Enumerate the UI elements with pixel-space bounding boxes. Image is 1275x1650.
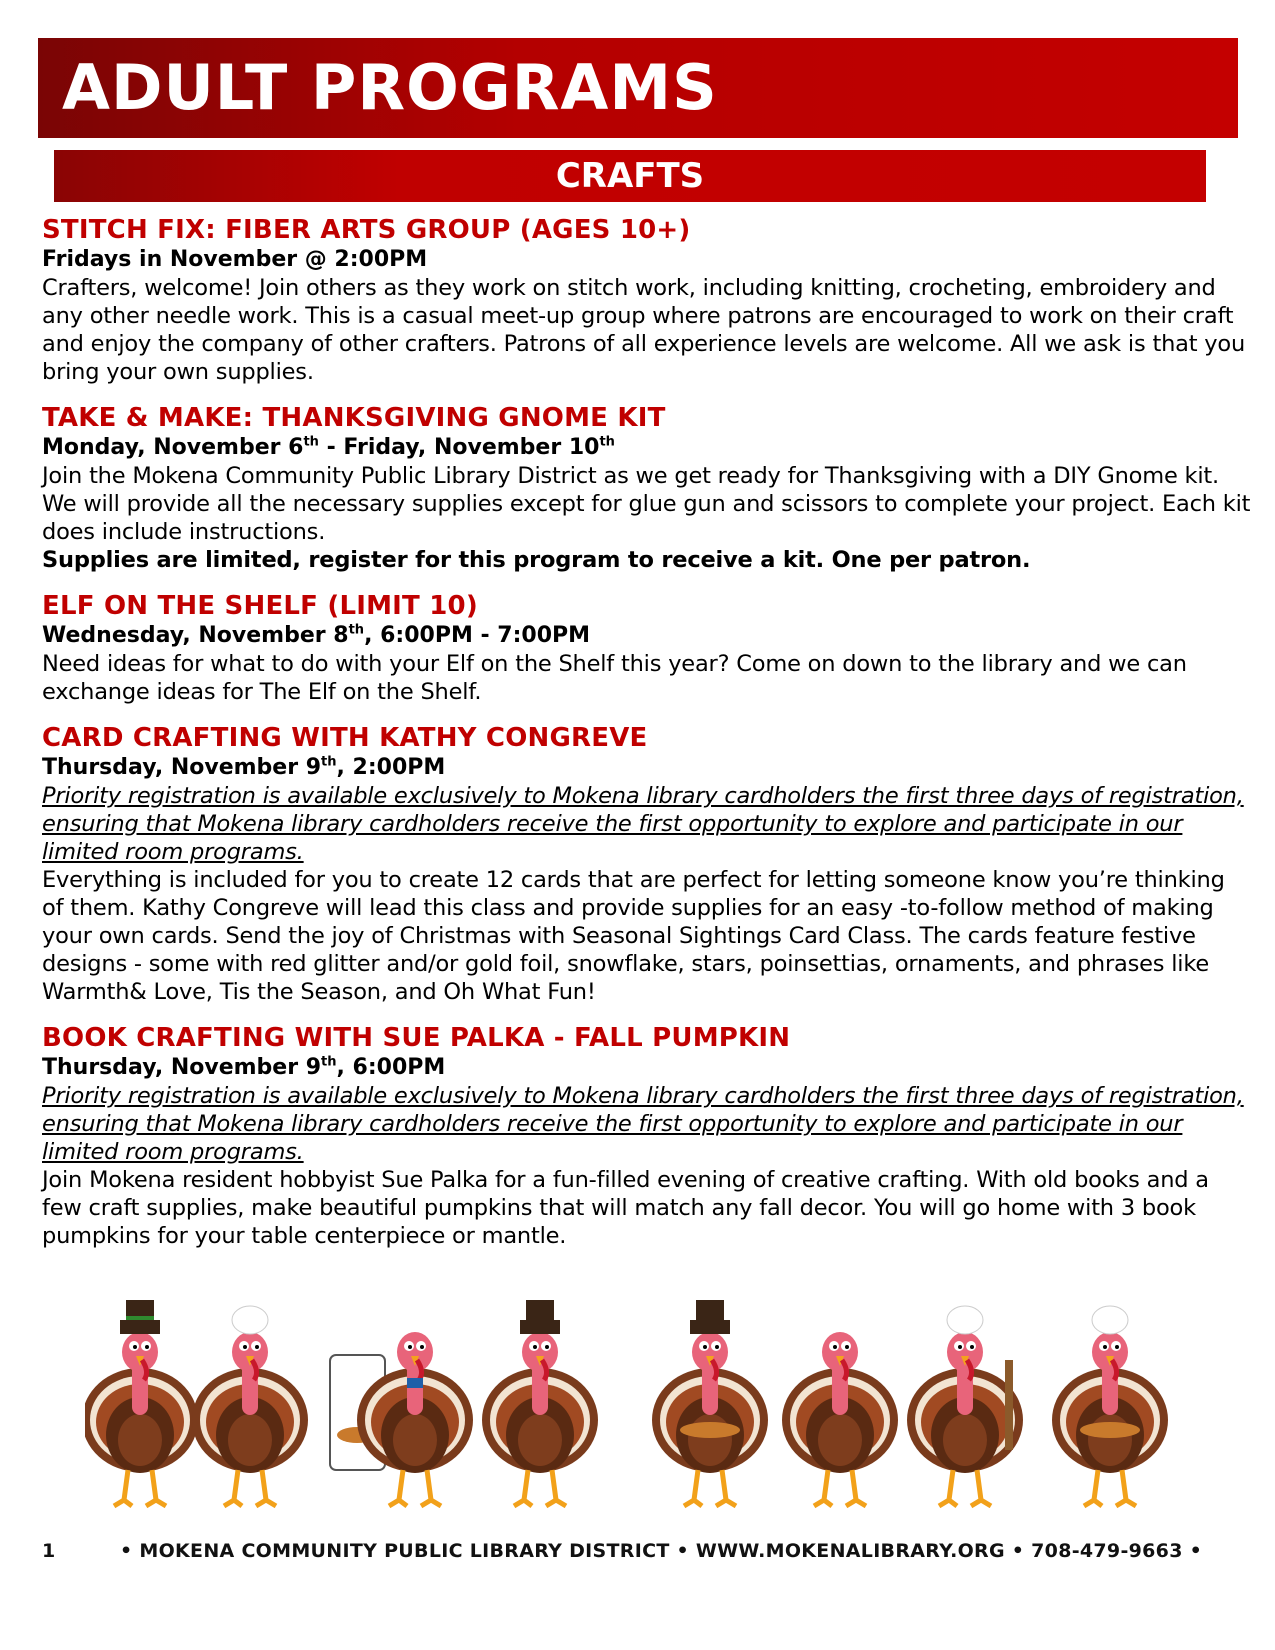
program-title: CARD CRAFTING WITH KATHY CONGREVE — [42, 723, 648, 753]
priority-note: Priority registration is available exclusively to Mokena library cardholders the first three days of registration, ensuring that Mokena library cardholders receive the first opportunity to explore and participate in our limited room programs. — [42, 1083, 1244, 1165]
program-date: Monday, November 6th - Friday, November 10th — [42, 434, 615, 460]
priority-note: Priority registration is available exclusively to Mokena library cardholders the first three days of registration, ensuring that Mokena library cardholders receive the first opportunity to explore and participate in our limited room programs. — [42, 783, 1244, 865]
main-banner — [38, 38, 1238, 138]
program-title: STITCH FIX: FIBER ARTS GROUP (AGES 10+) — [42, 215, 691, 245]
program-date: Fridays in November @ 2:00PM — [42, 247, 428, 272]
program-description: Need ideas for what to do with your Elf on the Shelf this year? Come on down to the library and we can exchange ideas for The Elf on the Shelf. — [42, 651, 1187, 705]
footer-contact: • MOKENA COMMUNITY PUBLIC LIBRARY DISTRICT • WWW.MOKENALIBRARY.ORG • 708-479-9663 • — [120, 1540, 1203, 1562]
program-elf-on-shelf — [42, 590, 1252, 706]
programs-list — [42, 214, 1252, 1266]
program-description: Everything is included for you to create 12 cards that are perfect for letting someone know you’re thinking of them. Kathy Congreve will lead this class and provide supplies for an easy -to-follow method of making your own cards. Send the joy of Christmas with Seasonal Sightings Card Class. The cards feature festive designs - some with red glitter and/or gold foil, snowflake, stars, poinsettias, ornaments, and phrases like Warmth& Love, Tis the Season, and Oh What Fun! — [42, 867, 1225, 1005]
program-date: Thursday, November 9th, 2:00PM — [42, 754, 446, 780]
program-title: TAKE & MAKE: THANKSGIVING GNOME KIT — [42, 403, 666, 433]
section-banner — [54, 150, 1206, 202]
program-book-crafting — [42, 1022, 1252, 1250]
program-title: ELF ON THE SHELF (LIMIT 10) — [42, 591, 478, 621]
page-number: 1 — [42, 1540, 56, 1562]
program-description: Join Mokena resident hobbyist Sue Palka for a fun-filled evening of creative crafting. With old books and a few craft supplies, make beautiful pumpkins that will match any fall decor. You will go home with 3 book pumpkins for your table centerpiece or mantle. — [42, 1167, 1209, 1249]
program-note: Supplies are limited, register for this program to receive a kit. One per patron. — [42, 547, 1031, 573]
program-description: Crafters, welcome! Join others as they work on stitch work, including knitting, crocheting, embroidery and any other needle work. This is a casual meet-up group where patrons are encouraged to work on their craft and enjoy the company of other crafters. Patrons of all experience levels are welcome. All we ask is that you bring your own supplies. — [42, 275, 1246, 385]
program-date: Thursday, November 9th, 6:00PM — [42, 1054, 446, 1080]
program-stitch-fix — [42, 214, 1252, 386]
program-title: BOOK CRAFTING WITH SUE PALKA - FALL PUMPKIN — [42, 1023, 791, 1053]
cartoon-turkeys-illustration — [85, 1300, 1195, 1515]
program-card-crafting — [42, 722, 1252, 1006]
section-title: CRAFTS — [555, 156, 705, 196]
page-title: ADULT PROGRAMS — [62, 51, 718, 124]
footer — [0, 1540, 1275, 1570]
program-gnome-kit — [42, 402, 1252, 574]
program-description: Join the Mokena Community Public Library District as we get ready for Thanksgiving with a DIY Gnome kit. We will provide all the necessary supplies except for glue gun and scissors to complete your project. Each kit does include instructions. — [42, 463, 1251, 545]
program-date: Wednesday, November 8th, 6:00PM - 7:00PM — [42, 622, 591, 648]
